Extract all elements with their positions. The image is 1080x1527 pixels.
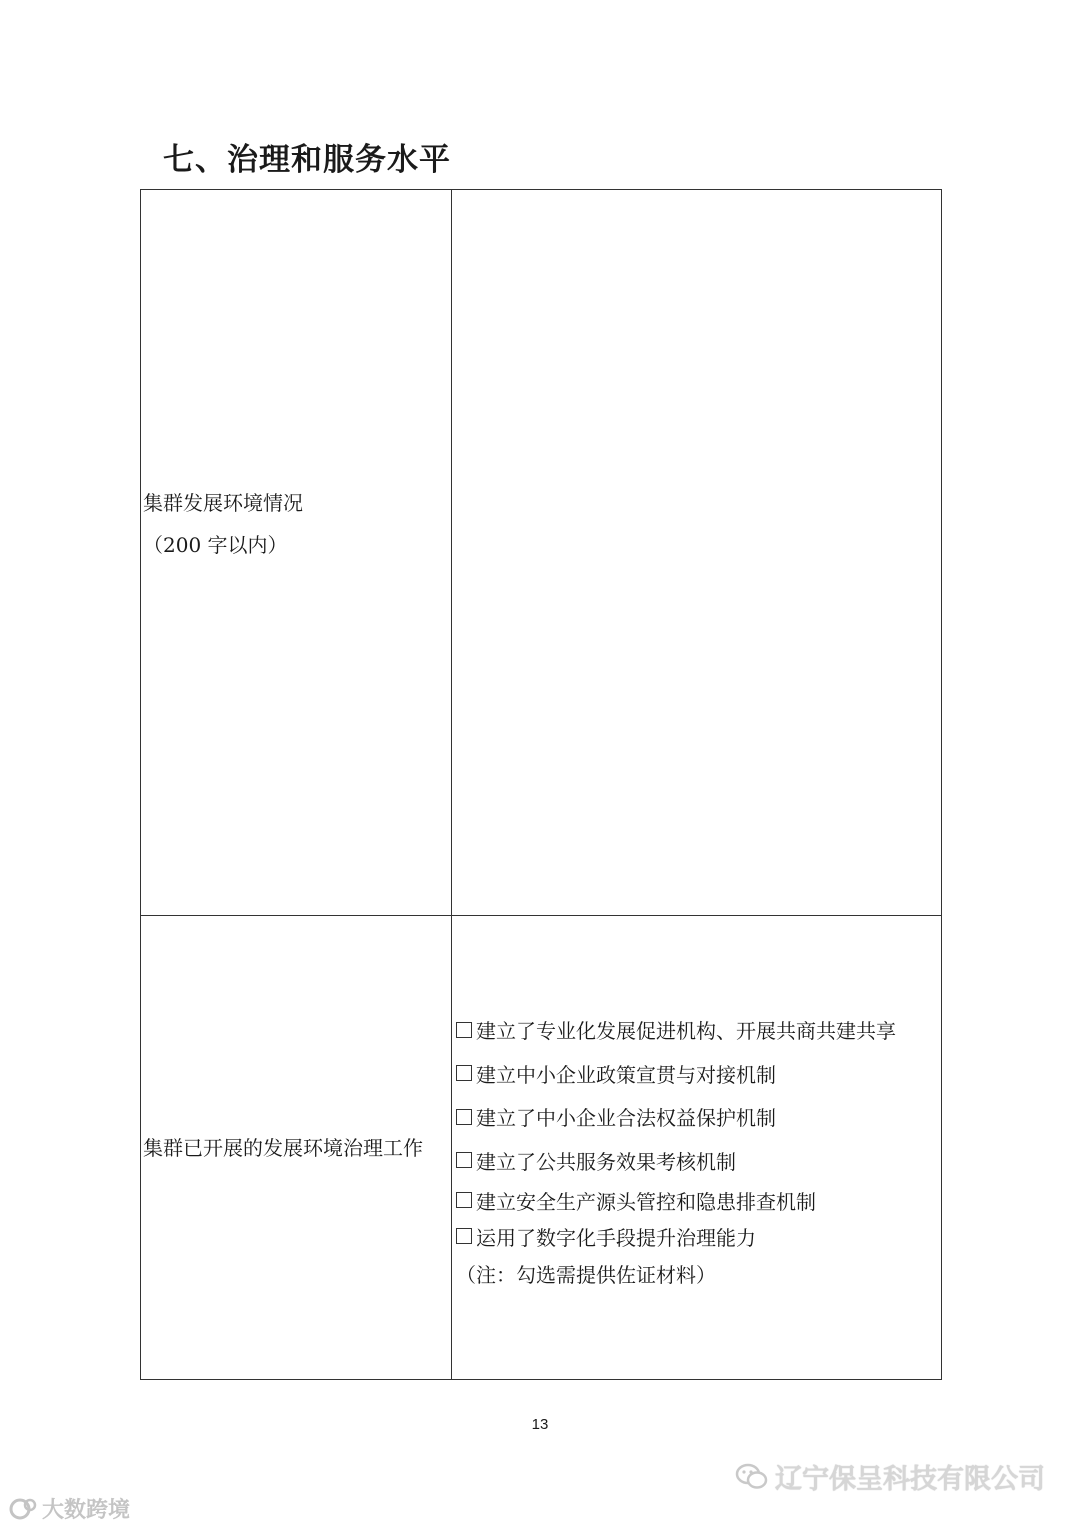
option-policy-mechanism[interactable]	[456, 1052, 941, 1096]
option-label: 建立了公共服务效果考核机制	[476, 1149, 736, 1174]
watermark-left	[8, 1493, 130, 1524]
option-rights-protection[interactable]	[456, 1095, 941, 1139]
checkbox-icon[interactable]	[456, 1192, 472, 1208]
label-cell-governance-work	[141, 916, 452, 1380]
option-promotion-agency[interactable]	[456, 1008, 941, 1052]
wechat-icon	[735, 1462, 769, 1492]
watermark-left-text: 大数跨境	[42, 1498, 131, 1523]
environment-answer-field[interactable]	[452, 190, 942, 916]
brand-logo-icon	[8, 1497, 38, 1521]
governance-options-cell	[452, 916, 942, 1380]
row-label: 集群发展环境情况	[143, 491, 303, 515]
checkbox-icon[interactable]	[456, 1152, 472, 1168]
checkbox-icon[interactable]	[456, 1109, 472, 1125]
watermark-right-text: 辽宁保呈科技有限公司	[775, 1464, 1045, 1495]
option-safety-production[interactable]	[456, 1182, 941, 1218]
table-row	[141, 190, 942, 916]
page-number: 13	[531, 1416, 549, 1433]
row-label-note: （200 字以内）	[143, 533, 288, 557]
option-service-assessment[interactable]	[456, 1139, 941, 1183]
option-label: 建立安全生产源头管控和隐患排查机制	[476, 1189, 816, 1214]
option-digital-governance[interactable]	[456, 1218, 941, 1254]
label-cell-environment	[141, 190, 452, 916]
option-label: 运用了数字化手段提升治理能力	[476, 1225, 756, 1250]
checkbox-icon[interactable]	[456, 1228, 472, 1244]
governance-form-table	[140, 189, 942, 1380]
option-label: 建立了中小企业合法权益保护机制	[476, 1106, 776, 1131]
section-title: 七、治理和服务水平	[163, 142, 451, 178]
table-row	[141, 916, 942, 1380]
row-label: 集群已开展的发展环境治理工作	[143, 1135, 423, 1160]
checkbox-icon[interactable]	[456, 1065, 472, 1081]
watermark-right	[735, 1457, 1045, 1496]
option-label: 建立了专业化发展促进机构、开展共商共建共享	[476, 1019, 896, 1044]
checkbox-icon[interactable]	[456, 1022, 472, 1038]
options-note: （注：勾选需提供佐证材料）	[456, 1262, 716, 1287]
option-label: 建立中小企业政策宣贯与对接机制	[476, 1062, 776, 1087]
